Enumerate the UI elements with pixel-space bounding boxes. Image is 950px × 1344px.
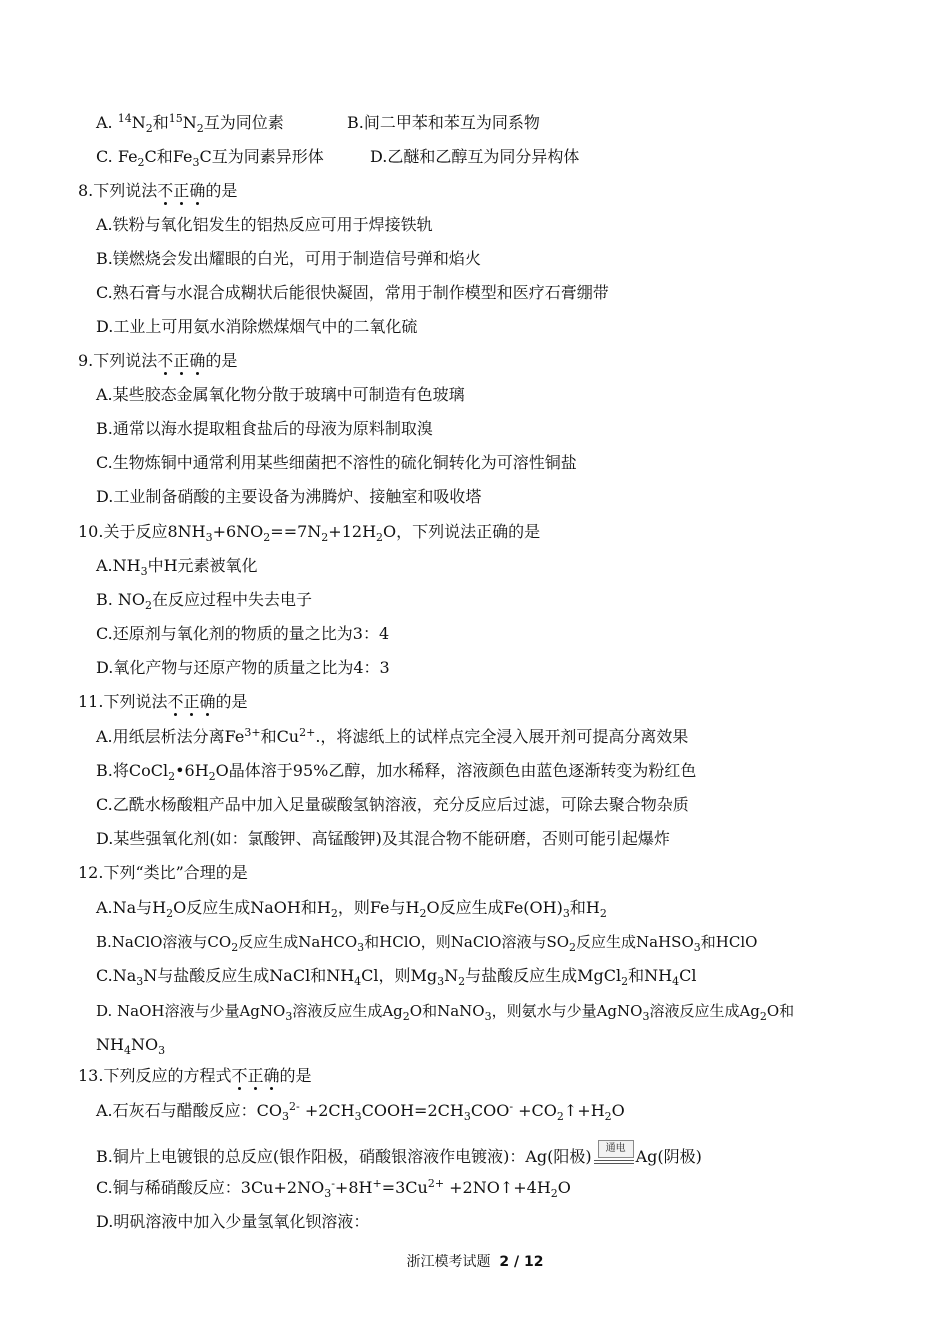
q13-option-c: C.铜与稀硝酸反应：$3Cu+2NO_3^-+8H^+=3Cu^{2+}$ $+2NO↑+4H_2O$ [96, 1177, 571, 1200]
page-number: 2 / 12 [499, 1254, 544, 1270]
q8-option-d: D.工业上可用氨水消除燃煤烟气中的二氧化硫 [96, 317, 418, 336]
q9-option-a: A.某些胶态金属氧化物分散于玻璃中可制造有色玻璃 [96, 385, 465, 404]
q9-option-c: C.生物炼铜中通常利用某些细菌把不溶性的硫化铜转化为可溶性铜盐 [96, 453, 577, 472]
q11-option-b: B.将$CoCl_2•6H_2O$晶体溶于95%乙醇，加水稀释，溶液颜色由蓝色逐渐转变为粉红色 [96, 761, 697, 783]
q11-stem: 11.下列说法不正确的是 [78, 692, 248, 711]
q12-option-c: $C.Na_3N$与盐酸反应生成NaCl和$NH_4Cl$，则$Mg_3N_2$与盐酸反应生成MgCl$_2$和$NH_4Cl$ [96, 966, 697, 988]
page-footer [0, 1252, 950, 1272]
q8-option-b: B.镁燃烧会发出耀眼的白光，可用于制造信号弹和焰火 [96, 249, 481, 268]
q11-option-c: C.乙酰水杨酸粗产品中加入足量碳酸氢钠溶液，充分反应后过滤，可除去聚合物杂质 [96, 795, 689, 814]
q7-option-a: A. $^{14}N_2$和$^{15}N_2$互为同位素 [96, 112, 284, 135]
q8-stem: 8.下列说法不正确的是 [78, 181, 238, 200]
q7-option-d: D.乙醚和乙醇互为同分异构体 [370, 147, 580, 166]
q11-option-a: A.用纸层析法分离$Fe^{3+}$和$Cu^{2+}$.，将滤纸上的试样点完全浸入展开剂可提高分离效果 [96, 726, 689, 746]
q9-stem: 9.下列说法不正确的是 [78, 351, 238, 370]
q10-option-b: B. $NO_2$在反应过程中失去电子 [96, 590, 313, 612]
q11-option-d: D.某些强氧化剂(如：氯酸钾、高锰酸钾)及其混合物不能研磨，否则可能引起爆炸 [96, 829, 670, 848]
q12-stem: 12.下列“类比”合理的是 [78, 863, 248, 882]
footer-label: 浙江模考试题 [406, 1254, 491, 1270]
q9-option-d: D.工业制备硝酸的主要设备为沸腾炉、接触室和吸收塔 [96, 487, 482, 506]
q12-option-d-continued: $NH_4NO_3$ [96, 1035, 166, 1057]
q8-option-c: C.熟石膏与水混合成糊状后能很快凝固，常用于制作模型和医疗石膏绷带 [96, 283, 609, 302]
q8-option-a: A.铁粉与氧化铝发生的铝热反应可用于焊接铁轨 [96, 215, 433, 234]
q9-option-b: B.通常以海水提取粗食盐后的母液为原料制取溴 [96, 419, 433, 438]
q13-option-d: D.明矾溶液中加入少量氢氧化钡溶液： [96, 1212, 370, 1231]
q10-option-a: $A.NH_3$中H元素被氧化 [96, 556, 258, 578]
q10-option-d: D.氧化产物与还原产物的质量之比为4：3 [96, 658, 390, 677]
electrolysis-condition-icon: 通电 [594, 1140, 634, 1168]
q13-option-a: A.石灰石与醋酸反应：$CO_3^{2-}$ $+2CH_3COOH=2CH_3COO^-$ $+CO_2↑+H_2O$ [96, 1100, 625, 1123]
q7-option-c: C. $Fe_2C$和$Fe_3C$互为同素异形体 [96, 147, 324, 169]
q10-option-c: C.还原剂与氧化剂的物质的量之比为3：4 [96, 624, 390, 643]
q12-option-b: B.NaClO溶液与$CO_2$反应生成NaHCO$_3$和HClO，则NaClO溶液与$SO_2$反应生成NaHSO$_3$和HClO [96, 933, 758, 954]
q7-option-b: B.间二甲苯和苯互为同系物 [347, 113, 540, 132]
q13-stem: 13.下列反应的方程式不正确的是 [78, 1066, 312, 1085]
q12-option-d: D. NaOH溶液与少量AgNO$_3$溶液反应生成$Ag_2O$和NaNO$_3$，则氨水与少量AgNO$_3$溶液反应生成$Ag_2O$和 [96, 1002, 795, 1023]
q10-stem: 10.关于反应$8NH_3+6NO_2==7N_2+12H_2O$，下列说法正确的是 [78, 522, 541, 544]
q12-option-a: A.Na与$H_2O$反应生成NaOH和$H_2$，则Fe与$H_2O$反应生成$Fe(OH)_3$和$H_2$ [96, 898, 607, 920]
q13-option-b: B.铜片上电镀银的总反应(银作阳极，硝酸银溶液作电镀液)：Ag(阳极) 通电 Ag(阴极) [96, 1140, 702, 1168]
